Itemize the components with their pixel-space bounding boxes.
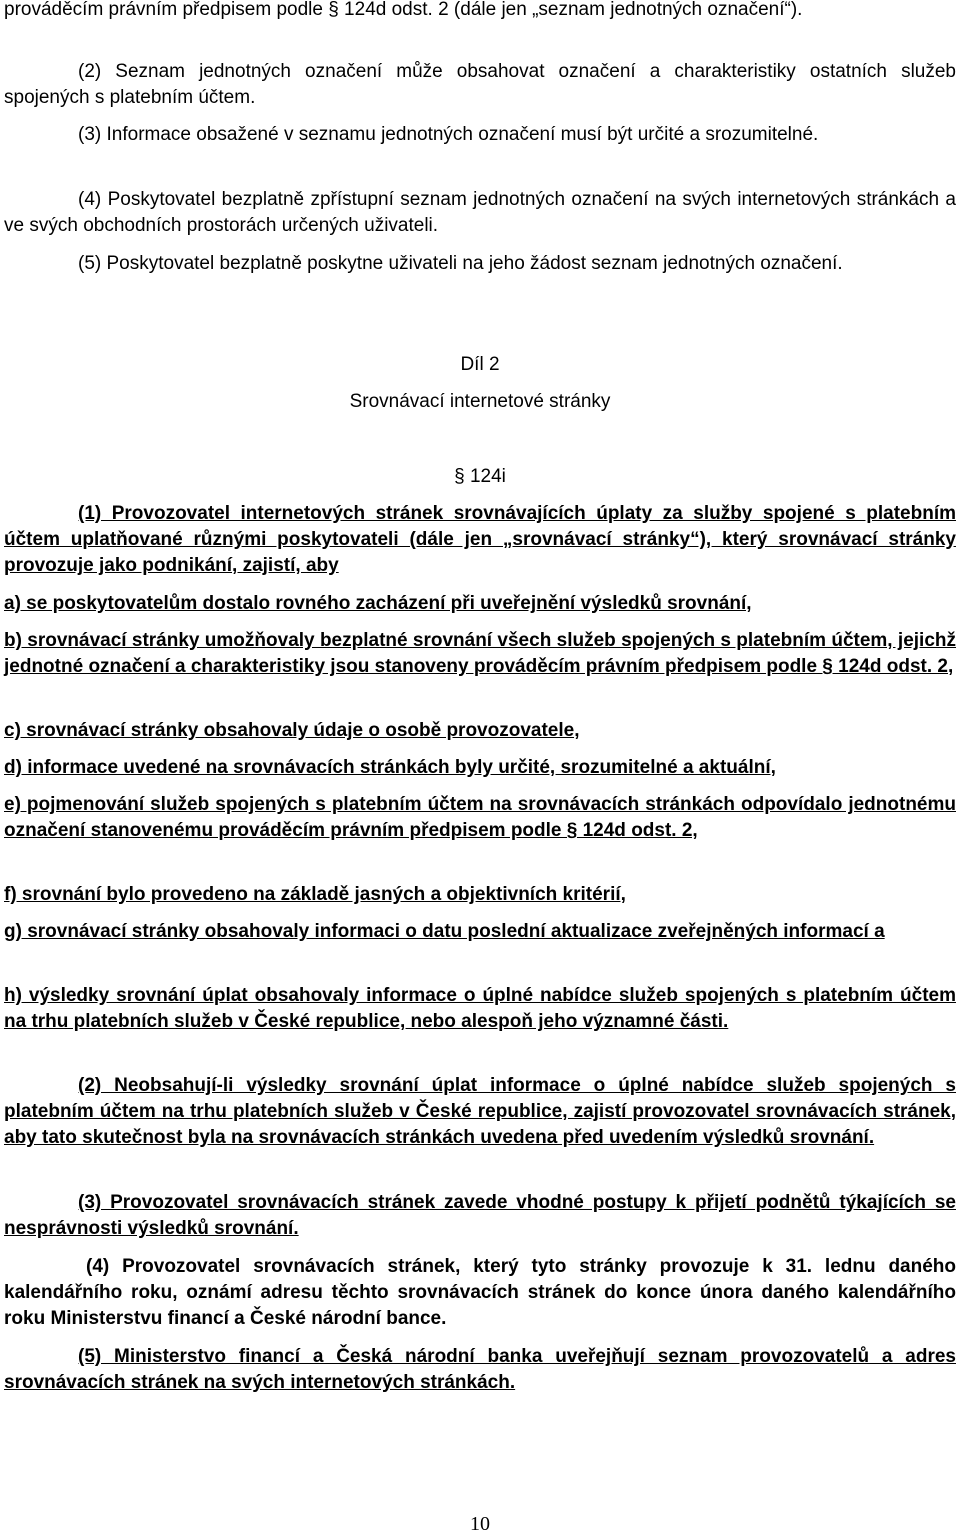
section-item-h: h) výsledky srovnání úplat obsahovaly informace o úplné nabídce služeb spojených s platebním účtem na trhu platebních služeb v České republice, nebo alespoň jeho významné části.: [4, 985, 956, 1032]
page-number: 10: [470, 1513, 490, 1535]
section-paragraph-4: (4) Provozovatel srovnávacích stránek, který tyto stránky provozuje k 31. lednu daného kalendářního roku, oznámí adresu těchto srovnávacích stránek do konce února daného kalendářního roku Ministerstvu financí a České národní bance.: [4, 1256, 956, 1329]
section-item-a: a) se poskytovatelům dostalo rovného zacházení při uveřejnění výsledků srovnání,: [4, 593, 752, 614]
part-number: Díl 2: [460, 354, 500, 375]
paragraph-3: (3) Informace obsažené v seznamu jednotných označení musí být určité a srozumitelné.: [78, 124, 819, 145]
paragraph-4: (4) Poskytovatel bezplatně zpřístupní seznam jednotných označení na svých internetových stránkách a ve svých obchodních prostorách určených uživateli.: [4, 189, 956, 236]
section-item-d: d) informace uvedené na srovnávacích stránkách byly určité, srozumitelné a aktuální,: [4, 757, 776, 778]
section-paragraph-1: (1) Provozovatel internetových stránek srovnávajících úplaty za služby spojené s platebním účtem uplatňované různými poskytovateli (dále jen „srovnávací stránky“), který srovnávací stránky provozuje jako podnikání, zajistí, aby: [4, 503, 956, 576]
section-heading: § 124i: [454, 466, 506, 487]
section-paragraph-5: (5) Ministerstvo financí a Česká národní banka uveřejňují seznam provozovatelů a adres srovnávacích stránek na svých internetových stránkách.: [4, 1346, 956, 1393]
paragraph-2: (2) Seznam jednotných označení může obsahovat označení a charakteristiky ostatních služeb spojených s platebním účtem.: [4, 61, 956, 108]
section-paragraph-3: (3) Provozovatel srovnávacích stránek zavede vhodné postupy k přijetí podnětů týkajících se nesprávnosti výsledků srovnání.: [4, 1192, 956, 1239]
section-item-f: f) srovnání bylo provedeno na základě jasných a objektivních kritérií,: [4, 884, 626, 905]
section-item-g: g) srovnávací stránky obsahovaly informaci o datu poslední aktualizace zveřejněných informací a: [4, 921, 885, 942]
section-paragraph-2: (2) Neobsahují-li výsledky srovnání úplat informace o úplné nabídce služeb spojených s platebním účtem na trhu platebních služeb v České republice, zajistí provozovatel srovnávacích stránek, aby tato skutečnost byla na srovnávacích stránkách uvedena před uvedením výsledků srovnání.: [4, 1075, 956, 1148]
section-item-b: b) srovnávací stránky umožňovaly bezplatné srovnání všech služeb spojených s platebním účtem, jejichž jednotné označení a charakteristiky jsou stanoveny prováděcím právním předpisem podle § 124d odst. 2,: [4, 630, 956, 677]
paragraph-continuation: prováděcím právním předpisem podle § 124d odst. 2 (dále jen „seznam jednotných označení“).: [4, 0, 803, 20]
section-item-c: c) srovnávací stránky obsahovaly údaje o osobě provozovatele,: [4, 720, 580, 741]
part-title: Srovnávací internetové stránky: [349, 391, 611, 412]
paragraph-5: (5) Poskytovatel bezplatně poskytne uživateli na jeho žádost seznam jednotných označení.: [78, 253, 843, 274]
section-item-e: e) pojmenování služeb spojených s platebním účtem na srovnávacích stránkách odpovídalo jednotnému označení stanovenému prováděcím právním předpisem podle § 124d odst. 2,: [4, 794, 956, 841]
